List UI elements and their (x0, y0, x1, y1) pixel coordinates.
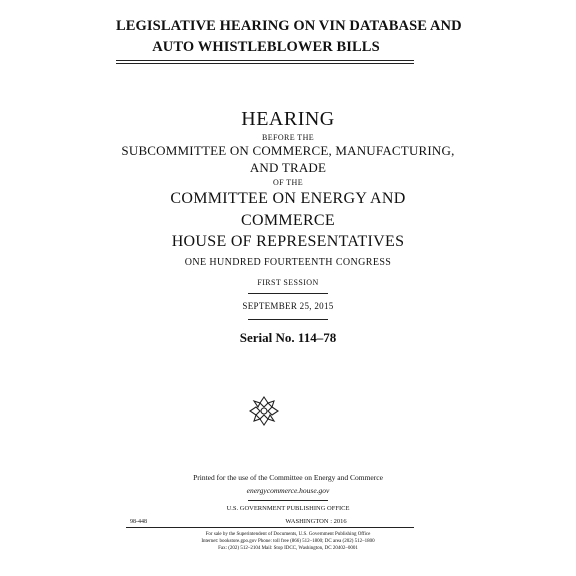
gpo-seal-icon (248, 395, 280, 427)
serial-number: Serial No. 114–78 (239, 330, 337, 345)
of-the-label: OF THE (272, 178, 304, 187)
sale-line-3: Fax: (202) 512–2104 Mail: Stop IDCC, Washington, DC 20402–0001 (218, 546, 358, 551)
document-number: 98-448 (130, 519, 147, 525)
title-rule-bottom (116, 63, 414, 64)
subcommittee-line-2: AND TRADE (249, 160, 327, 175)
committee-website[interactable]: energycommerce.house.gov (246, 486, 330, 495)
document-title-line-2: AUTO WHISTLEBLOWER BILLS (152, 39, 380, 55)
committee-line-2: COMMERCE (241, 212, 335, 229)
session-rule (248, 293, 328, 294)
printed-for-text: Printed for the use of the Committee on Energy and Commerce (193, 473, 383, 482)
committee-line-3: HOUSE OF REPRESENTATIVES (171, 233, 405, 250)
committee-line-1: COMMITTEE ON ENERGY AND (170, 190, 406, 207)
website-rule (248, 500, 328, 501)
hearing-date: SEPTEMBER 25, 2015 (242, 301, 334, 311)
before-the-label: BEFORE THE (261, 133, 315, 142)
gpo-label: U.S. GOVERNMENT PUBLISHING OFFICE (226, 505, 350, 512)
congress-label: ONE HUNDRED FOURTEENTH CONGRESS (184, 257, 392, 268)
document-title-line-1: LEGISLATIVE HEARING ON VIN DATABASE AND (116, 18, 462, 34)
footer-rule (126, 527, 414, 528)
sale-line-2: Internet: bookstore.gpo.gov Phone: toll free (866) 512–1800; DC area (202) 512–1800 (201, 539, 375, 544)
hearing-heading: HEARING (241, 108, 335, 130)
sale-line-1: For sale by the Superintendent of Documents, U.S. Government Publishing Office (205, 532, 371, 537)
session-label: FIRST SESSION (257, 278, 319, 287)
date-rule (248, 319, 328, 320)
washington-date: WASHINGTON : 2016 (285, 518, 347, 525)
title-rule-top (116, 60, 414, 61)
subcommittee-line-1: SUBCOMMITTEE ON COMMERCE, MANUFACTURING, (121, 143, 455, 158)
